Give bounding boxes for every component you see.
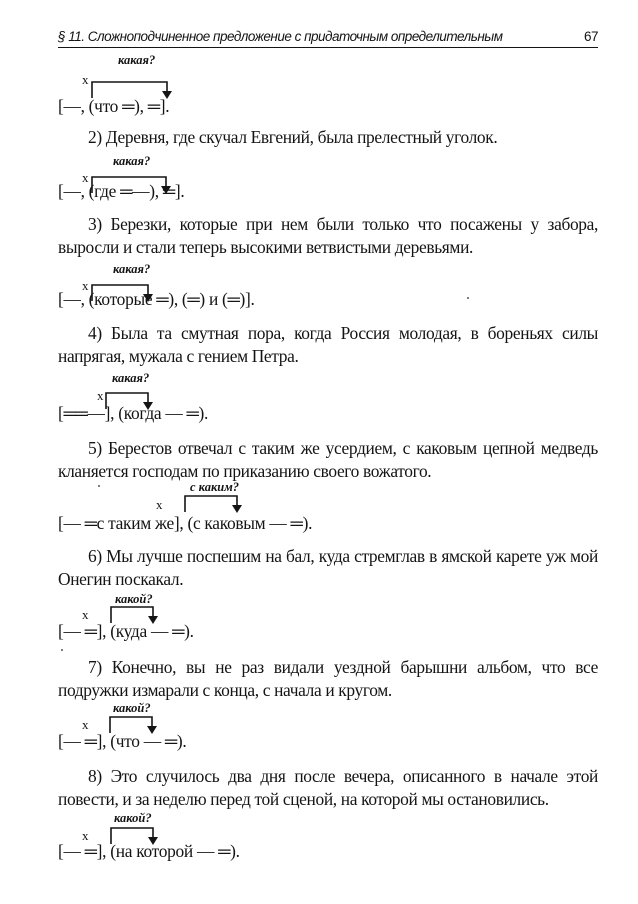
ex8-question: какой? [114, 811, 152, 825]
ex4-antecedent-mark: x [97, 388, 104, 403]
ex4-question: какая? [112, 371, 150, 385]
scan-speck [467, 297, 469, 299]
ex1-question: какая? [118, 53, 156, 67]
ex5-antecedent-mark: x [156, 497, 163, 512]
ex7-antecedent-mark: x [82, 717, 89, 732]
ex3-schema: [—, (которые ═), (═) и (═)]. [58, 289, 255, 309]
running-header [58, 29, 598, 44]
ex2-sentence: 2) Деревня, где скучал Евгений, была прелестный уголок. [88, 127, 498, 147]
ex4-sentence: 4) Была та смутная пора, когда Россия молодая, в бореньях силы напрягая, мужала с гением Петра. [58, 323, 598, 366]
ex6-question: какой? [115, 592, 153, 606]
ex3-question: какая? [113, 262, 151, 276]
ex7-schema: [— ═], (что — ═). [58, 731, 187, 751]
scan-speck [61, 649, 63, 651]
ex4-schema: [══—], (когда — ═). [58, 403, 209, 423]
ex3-antecedent-mark: x [82, 278, 89, 293]
ex6-schema: [— ═], (куда — ═). [58, 621, 194, 641]
ex2-schema: [—, (где ═—), ═]. [58, 181, 185, 201]
ex8-schema: [— ═], (на которой — ═). [58, 841, 240, 861]
header-rule [58, 47, 598, 48]
scan-speck [98, 485, 100, 487]
ex5-schema: [— ═с таким же], (с каковым — ═). [58, 513, 313, 533]
ex8-antecedent-mark: x [82, 828, 89, 843]
ex5-sentence: 5) Берестов отвечал с таким же усердием, с каковым цепной медведь кланяется господам по приказанию своего вожатого. [58, 438, 598, 481]
ex3-sentence: 3) Березки, которые при нем были только что посажены у забора, выросли и стали теперь высокими ветвистыми деревьями. [58, 214, 598, 257]
ex2-antecedent-mark: x [82, 170, 89, 185]
header-title: § 11. Сложноподчиненное предложение с придаточным определительным [58, 29, 503, 44]
ex7-question: какой? [113, 701, 151, 715]
ex2-question: какая? [113, 154, 151, 168]
ex6-antecedent-mark: x [82, 607, 89, 622]
ex5-question: с каким? [190, 480, 240, 494]
ex8-sentence: 8) Это случилось два дня после вечера, описанного в начале этой повести, и за неделю перед той сценой, на которой мы остановились. [58, 766, 598, 809]
ex6-sentence: 6) Мы лучше поспешим на бал, куда стремглав в ямской карете уж мой Онегин поскакал. [58, 546, 598, 589]
ex1-antecedent-mark: x [82, 72, 89, 87]
ex7-sentence: 7) Конечно, вы не раз видали уездной барышни альбом, что все подружки измарали с конца, с начала и кругом. [58, 657, 598, 700]
page-number: 67 [583, 29, 598, 44]
ex1-schema: [—, (что ═), ═]. [58, 96, 170, 116]
